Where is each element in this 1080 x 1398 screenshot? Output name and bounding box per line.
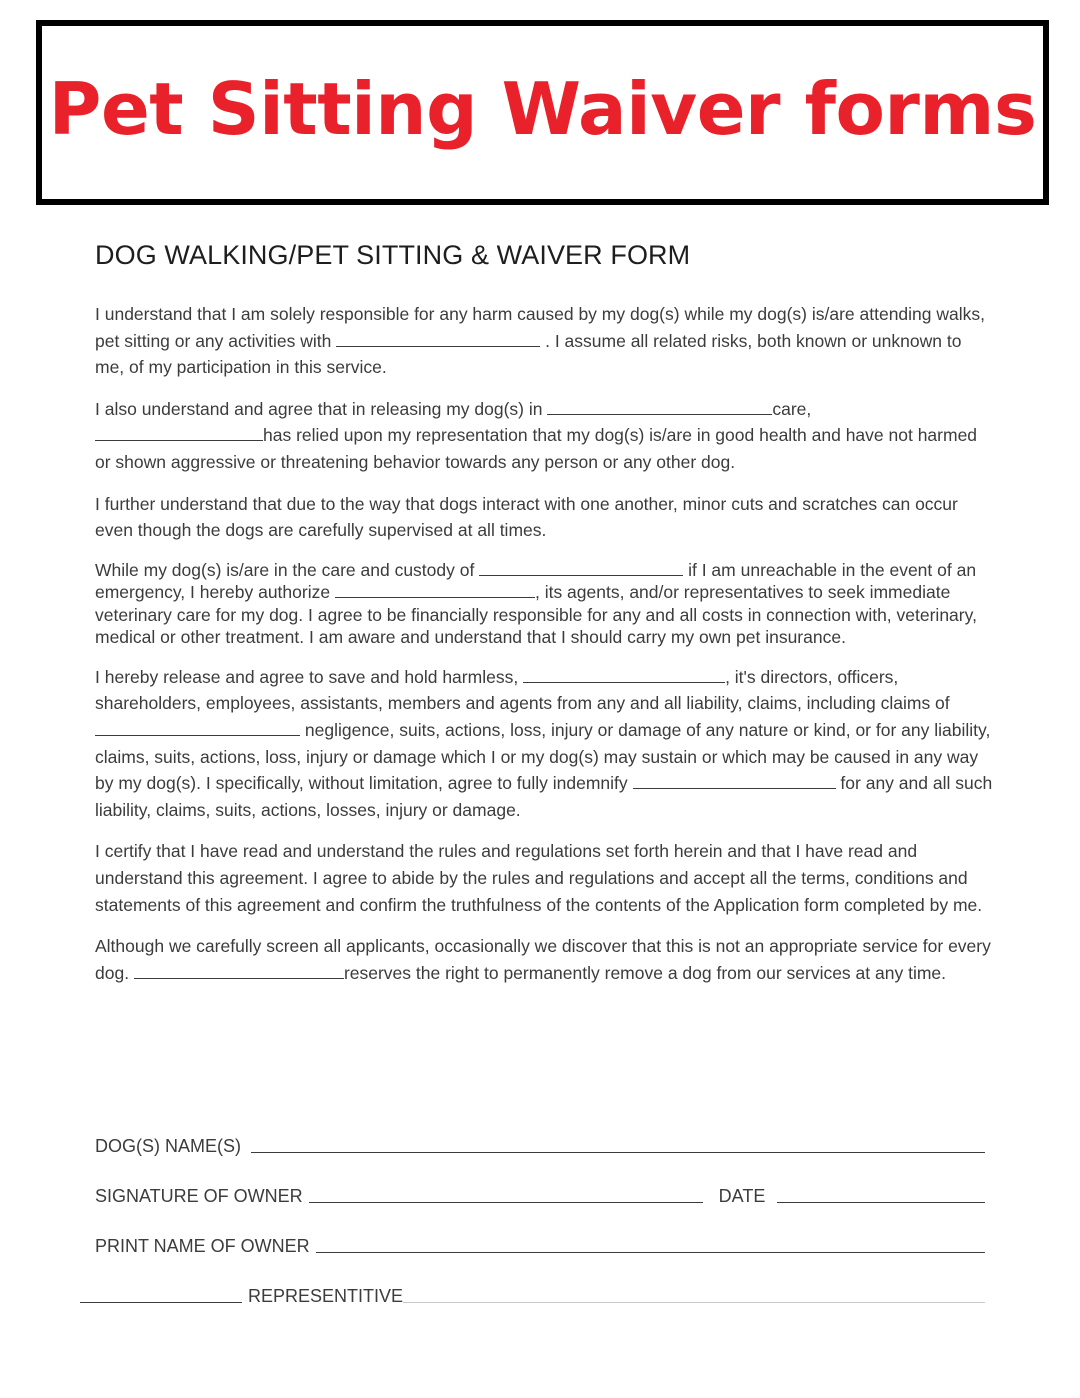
p4-text-b: if I am unreachable in the event of an emergency, I hereby authorize — [95, 559, 977, 603]
blank-company-4[interactable] — [479, 574, 683, 576]
waiver-document — [95, 240, 995, 1001]
blank-company-8[interactable] — [633, 787, 836, 789]
banner-title: Pet Sitting Waiver forms — [48, 66, 1037, 151]
signature-field[interactable] — [309, 1201, 703, 1203]
blank-company-3[interactable] — [95, 439, 263, 441]
p2-text-b: care, — [772, 398, 812, 419]
paragraph-certify: I certify that I have read and understand the rules and regulations set forth herein and that I have read and understand this agreement. I agree to abide by the rules and regulations and accept all the terms, conditions and statements of this agreement and confirm the truthfulness of the contents of the Application form completed by me. — [95, 841, 983, 915]
paragraph-screening — [95, 933, 995, 986]
p5-text-b: , it's directors, officers, shareholders, employees, assistants, members and agents from any and all liability, claims, including claims of — [95, 666, 950, 714]
form-title: DOG WALKING/PET SITTING & WAIVER FORM — [95, 240, 691, 270]
p7-text-a: Although we carefully screen all applicants, occasionally we discover that this is not an appropriate service for every dog. — [95, 936, 991, 983]
p1-text-a: I understand that I am solely responsible for any harm caused by my dog(s) while my dog(s) is/are attending walks, pet sitting or any activities with — [95, 304, 985, 351]
p4-text-c: , its agents, and/or representatives to seek immediate veterinary care for my dog. I agree to be financially responsible for any and all costs in connection with, veterinary, medical or other treatment. I am aware and understand that I should carry my own pet insurance. — [95, 582, 977, 648]
p5-text-a: I hereby release and agree to save and hold harmless, — [95, 666, 519, 687]
p2-text-c: has relied upon my representation that my dog(s) is/are in good health and have not harmed or shown aggressive or threatening behavior towards any person or any other dog. — [95, 425, 978, 472]
banner — [36, 20, 1049, 205]
signature-row — [95, 1186, 985, 1207]
blank-company-9[interactable] — [134, 977, 344, 979]
blank-company-2[interactable] — [547, 413, 772, 415]
p1-text-b: . I assume all related risks, both known or unknown to me, of my participation in this service. — [95, 330, 962, 378]
blank-company-5[interactable] — [335, 596, 535, 598]
print-name-row — [95, 1236, 985, 1257]
blank-company-1[interactable] — [336, 345, 540, 347]
signature-label: SIGNATURE OF OWNER — [95, 1186, 303, 1206]
dog-names-field[interactable] — [251, 1151, 985, 1153]
date-field[interactable] — [777, 1201, 985, 1203]
p7-text-b: reserves the right to permanently remove a dog from our services at any time. — [343, 962, 947, 983]
paragraph-release — [95, 664, 995, 824]
p5-text-c: negligence, suits, actions, loss, injury or damage of any nature or kind, or for any liability, claims, suits, actions, loss, injury or damage which I or my dog(s) may sustain or which may be caused in any way by my dog(s). I specifically, without limitation, agree to fully indemnify — [95, 719, 991, 794]
blank-company-6[interactable] — [523, 681, 725, 683]
representative-label: REPRESENTITIVE — [248, 1286, 404, 1306]
representative-underline — [403, 1301, 985, 1303]
p2-text-a: I also understand and agree that in releasing my dog(s) in — [95, 398, 543, 419]
date-label: DATE — [718, 1186, 766, 1206]
p5-text-d: for any and all such liability, claims, suits, actions, losses, injury or damage. — [95, 773, 993, 820]
paragraph-injuries: I further understand that due to the way that dogs interact with one another, minor cuts and scratches can occur even though the dogs are carefully supervised at all times. — [95, 493, 958, 541]
paragraph-responsibility — [95, 301, 995, 381]
paragraph-emergency — [95, 559, 995, 649]
dog-names-row — [95, 1136, 985, 1157]
print-name-label: PRINT NAME OF OWNER — [95, 1236, 310, 1256]
dog-names-label: DOG(S) NAME(S) — [95, 1136, 241, 1156]
blank-company-7[interactable] — [95, 734, 300, 736]
paragraph-health — [95, 396, 995, 476]
representative-row — [80, 1286, 985, 1307]
representative-field[interactable] — [80, 1301, 242, 1303]
print-name-field[interactable] — [316, 1251, 985, 1253]
p4-text-a: While my dog(s) is/are in the care and custody of — [95, 559, 475, 580]
